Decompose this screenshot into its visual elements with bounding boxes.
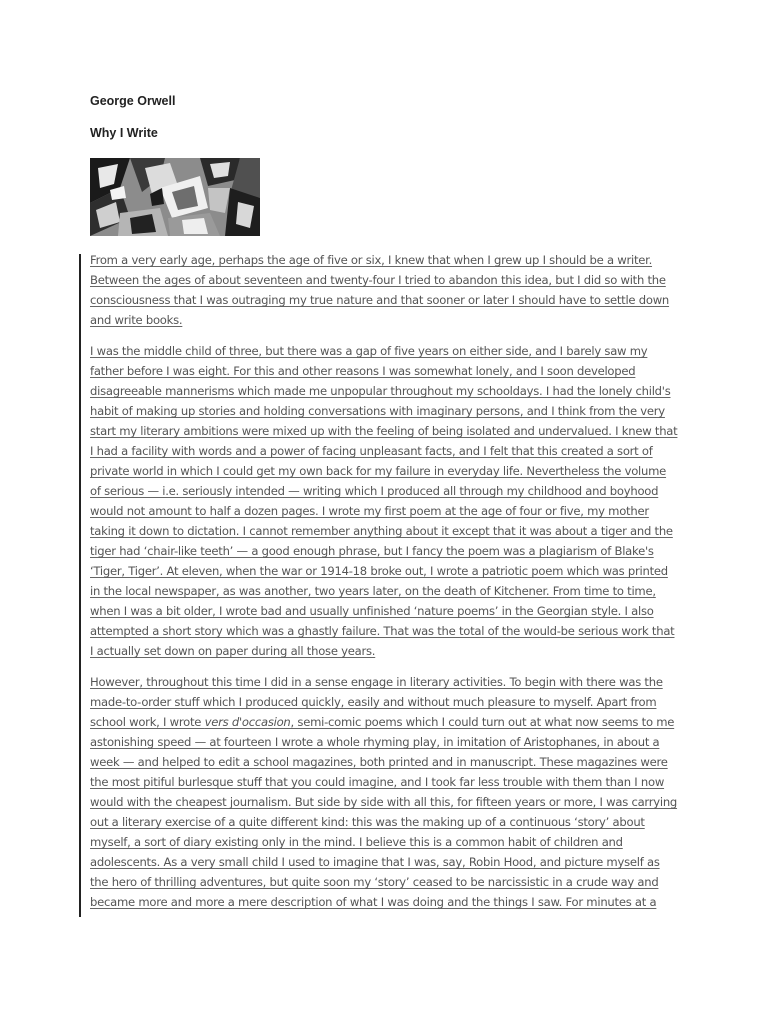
- painting-icon: [90, 158, 260, 236]
- essay-body: [90, 250, 680, 923]
- guernica-painting-thumbnail: [90, 158, 260, 236]
- document-title: Why I Write: [90, 126, 158, 140]
- paragraph-3-before: However, throughout this time I did in a sense engage in literary activities. To begin with there was the made-to-order stuff which I produced quickly, easily and without much pleasure to myself. Apart from school work, I wrote: [90, 675, 663, 729]
- paragraph-3-italic: vers d'occasion: [204, 715, 291, 729]
- paragraph-3-after: , semi-comic poems which I could turn out at what now seems to me astonishing speed — at fourteen I wrote a whole rhyming play, in imitation of Aristophanes, in about a week — and helped to edit a school magazines, both printed and in manuscript. These magazines were the most pitiful burlesque stuff that you could imagine, and I took far less trouble with them than I now would with the cheapest journalism. But side by side with all this, for fifteen years or more, I was carrying out a literary exercise of a quite different kind: this was the making up of a continuous ‘story’ about myself, a sort of diary existing only in the mind. I believe this is a common habit of children and adolescents. As a very small child I used to imagine that I was, say, Robin Hood, and picture myself as the hero of thrilling adventures, but quite soon my ‘story’ ceased to be narcissistic in a crude way and became more and more a mere description of what I was doing and the things I saw. For minutes at a: [90, 715, 678, 909]
- document-author: George Orwell: [90, 94, 176, 108]
- paragraph-1: From a very early age, perhaps the age of five or six, I knew that when I grew up I should be a writer. Between the ages of about seventeen and twenty-four I tried to abandon this idea, but I did so with the consciousness that I was outraging my true nature and that sooner or later I should have to settle down and write books.: [90, 253, 670, 327]
- revision-change-bar: [79, 254, 81, 917]
- paragraph-3: [90, 672, 680, 912]
- paragraph-2: I was the middle child of three, but there was a gap of five years on either side, and I barely saw my father before I was eight. For this and other reasons I was somewhat lonely, and I soon developed disagreeable mannerisms which made me unpopular throughout my schooldays. I had the lonely child's habit of making up stories and holding conversations with imaginary persons, and I think from the very start my literary ambitions were mixed up with the feeling of being isolated and undervalued. I knew that I had a facility with words and a power of facing unpleasant facts, and I felt that this created a sort of private world in which I could get my own back for my failure in everyday life. Nevertheless the volume of serious — i.e. seriously intended — writing which I produced all through my childhood and boyhood would not amount to half a dozen pages. I wrote my first poem at the age of four or five, my mother taking it down to dictation. I cannot remember anything about it except that it was about a tiger and the tiger had ‘chair-like teeth’ — a good enough phrase, but I fancy the poem was a plagiarism of Blake's ‘Tiger, Tiger’. At eleven, when the war or 1914-18 broke out, I wrote a patriotic poem which was printed in the local newspaper, as was another, two years later, on the death of Kitchener. From time to time, when I was a bit older, I wrote bad and usually unfinished ‘nature poems’ in the Georgian style. I also attempted a short story which was a ghastly failure. That was the total of the would-be serious work that I actually set down on paper during all those years.: [90, 344, 678, 658]
